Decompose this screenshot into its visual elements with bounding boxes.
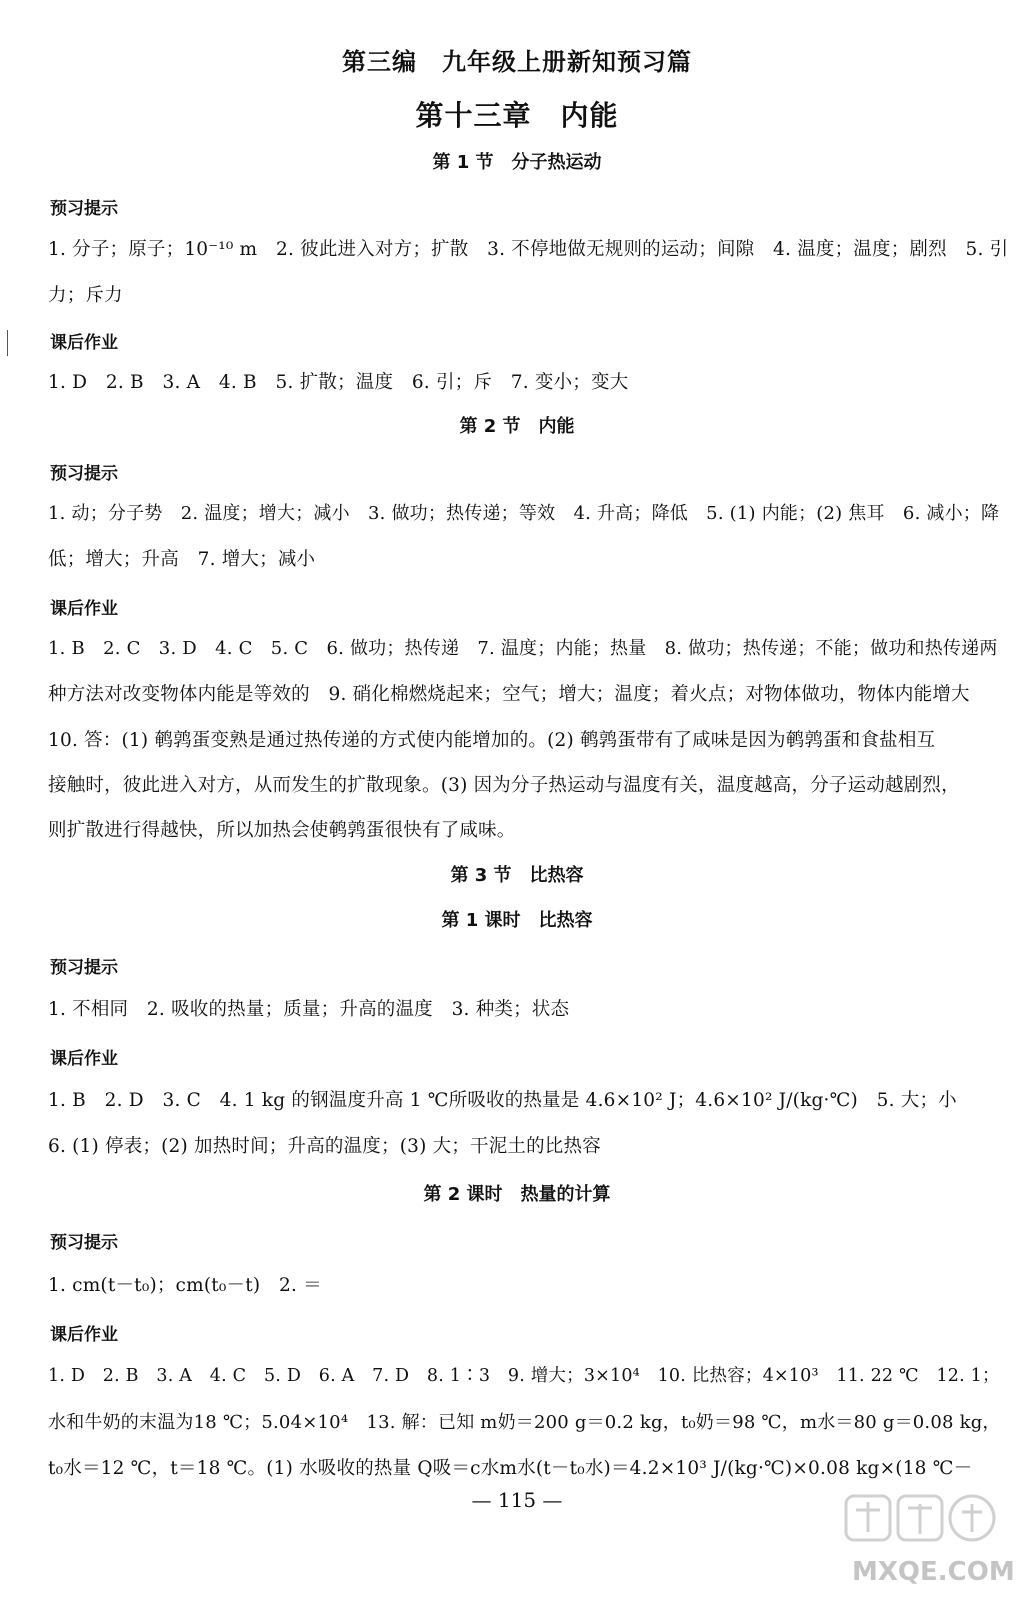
s2-homework-line: 接触时，彼此进入对方，从而发生的扩散现象。(3) 因为分子热运动与温度有关，温度越高，分子运动越剧烈，: [48, 775, 960, 796]
s3l2-homework-heading: 课后作业: [50, 1325, 118, 1345]
s3l1-homework-line: 1. B 2. D 3. C 4. 1 kg 的钢温度升高 1 ℃所吸收的热量是 4.6×10² J；4.6×10² J/(kg·℃) 5. 大；小: [48, 1090, 957, 1111]
page-number: — 115 —: [471, 1488, 563, 1512]
s2-homework-line: 种方法对改变物体内能是等效的 9. 硝化棉燃烧起来；空气；增大；温度；着火点；对物体做功，物体内能增大: [48, 684, 970, 705]
s2-homework-line: 10. 答：(1) 鹌鹑蛋变熟是通过热传递的方式使内能增加的。(2) 鹌鹑蛋带有了咸味是因为鹌鹑蛋和食盐相互: [48, 730, 936, 751]
s1-preview-heading: 预习提示: [50, 199, 118, 219]
section-1-title: 第 1 节 分子热运动: [432, 152, 602, 173]
lesson-2-title: 第 2 课时 热量的计算: [423, 1184, 611, 1205]
s2-homework-heading: 课后作业: [50, 599, 118, 619]
s1-preview-line: 1. 分子；原子；10⁻¹⁰ m 2. 彼此进入对方；扩散 3. 不停地做无规则的运动；间隙 4. 温度；温度；剧烈 5. 引: [48, 239, 1009, 260]
s1-homework-line: 1. D 2. B 3. A 4. B 5. 扩散；温度 6. 引；斥 7. 变小；变大: [48, 372, 629, 393]
s1-preview-line: 力；斥力: [48, 285, 123, 306]
s3l2-homework-line: t₀水＝12 ℃，t＝18 ℃。(1) 水吸收的热量 Q吸＝c水m水(t－t₀水)＝4.2×10³ J/(kg·℃)×0.08 kg×(18 ℃－: [48, 1458, 973, 1479]
section-3-title: 第 3 节 比热容: [450, 865, 584, 886]
chapter-title: 第十三章 内能: [415, 99, 619, 132]
margin-mark: [7, 330, 8, 356]
s2-preview-line: 1. 动；分子势 2. 温度；增大；减小 3. 做功；热传递；等效 4. 升高；降低 5. (1) 内能；(2) 焦耳 6. 减小；降: [48, 503, 1000, 524]
watermark-logo: [836, 1490, 1016, 1590]
s3l2-preview-heading: 预习提示: [50, 1233, 118, 1253]
lesson-1-title: 第 1 课时 比热容: [441, 910, 593, 931]
s3l1-preview-heading: 预习提示: [50, 958, 118, 978]
watermark-text: MXQE.COM: [852, 1557, 1015, 1587]
section-2-title: 第 2 节 内能: [459, 416, 575, 437]
s1-homework-heading: 课后作业: [50, 333, 118, 353]
s3l2-homework-line: 水和牛奶的末温为18 ℃；5.04×10⁴ 13. 解：已知 m奶＝200 g＝0.2 kg，t₀奶＝98 ℃，m水＝80 g＝0.08 kg，: [48, 1412, 1001, 1433]
s2-homework-line: 则扩散进行得越快，所以加热会使鹌鹑蛋很快有了咸味。: [48, 820, 516, 841]
s3l2-homework-line: 1. D 2. B 3. A 4. C 5. D 6. A 7. D 8. 1∶3 9. 增大；3×10⁴ 10. 比热容；4×10³ 11. 22 ℃ 12. 1；: [48, 1366, 1000, 1386]
s2-preview-line: 低；增大；升高 7. 增大；减小: [48, 549, 316, 570]
part-title: 第三编 九年级上册新知预习篇: [342, 48, 692, 76]
s3l1-preview-line: 1. 不相同 2. 吸收的热量；质量；升高的温度 3. 种类；状态: [48, 999, 570, 1020]
s2-homework-line: 1. B 2. C 3. D 4. C 5. C 6. 做功；热传递 7. 温度；内能；热量 8. 做功；热传递；不能；做功和热传递两: [48, 638, 998, 659]
s3l1-homework-heading: 课后作业: [50, 1049, 118, 1069]
s3l1-homework-line: 6. (1) 停表；(2) 加热时间；升高的温度；(3) 大；干泥土的比热容: [48, 1136, 601, 1157]
s3l2-preview-line: 1. cm(t－t₀)；cm(t₀－t) 2. ＝: [48, 1275, 322, 1296]
s2-preview-heading: 预习提示: [50, 464, 118, 484]
